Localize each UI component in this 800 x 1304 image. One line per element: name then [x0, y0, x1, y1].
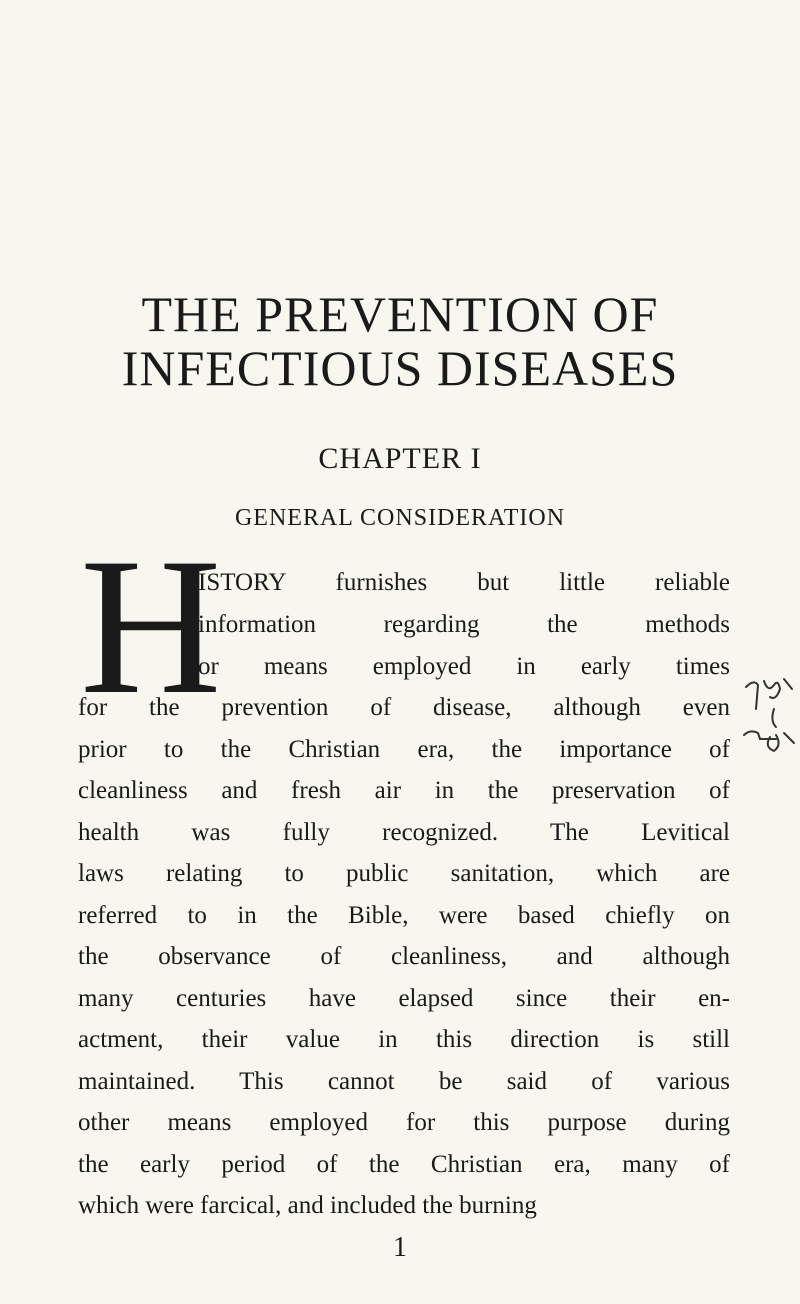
book-title-line-2: INFECTIOUS DISEASES [121, 340, 679, 396]
paragraph-line: cleanliness and fresh air in the preservation of [78, 777, 730, 804]
paragraph-line: the observance of cleanliness, and although [78, 943, 730, 970]
paragraph-line: referred to in the Bible, were based chiefly on [78, 902, 730, 929]
book-title-line-1: THE PREVENTION OF [141, 286, 659, 342]
paragraph-line: many centuries have elapsed since their en- [78, 985, 730, 1012]
paragraph-line: health was fully recognized. The Levitical [78, 819, 730, 846]
paragraph-line: maintained. This cannot be said of various [78, 1068, 730, 1095]
paragraph-line: ISTORY furnishes but little reliable [198, 569, 730, 596]
paragraph-line: actment, their value in this direction is still [78, 1026, 730, 1053]
page-number: 1 [393, 1232, 407, 1263]
chapter-heading: CHAPTER I [318, 442, 482, 475]
paragraph-line: prior to the Christian era, the importance of [78, 736, 730, 763]
paragraph-line: information regarding the methods [198, 611, 730, 638]
paragraph-line: or means employed in early times [198, 653, 730, 680]
handwritten-annotation-icon [740, 675, 800, 785]
drop-cap-letter: H [80, 518, 222, 735]
paragraph-line: laws relating to public sanitation, which are [78, 860, 730, 887]
paragraph-line: other means employed for this purpose during [78, 1109, 730, 1136]
paragraph-line: the early period of the Christian era, many of [78, 1151, 730, 1178]
paragraph-line: for the prevention of disease, although even [78, 694, 730, 721]
section-heading: GENERAL CONSIDERATION [234, 505, 566, 531]
paragraph-line: which were farcical, and included the burning [78, 1192, 537, 1219]
